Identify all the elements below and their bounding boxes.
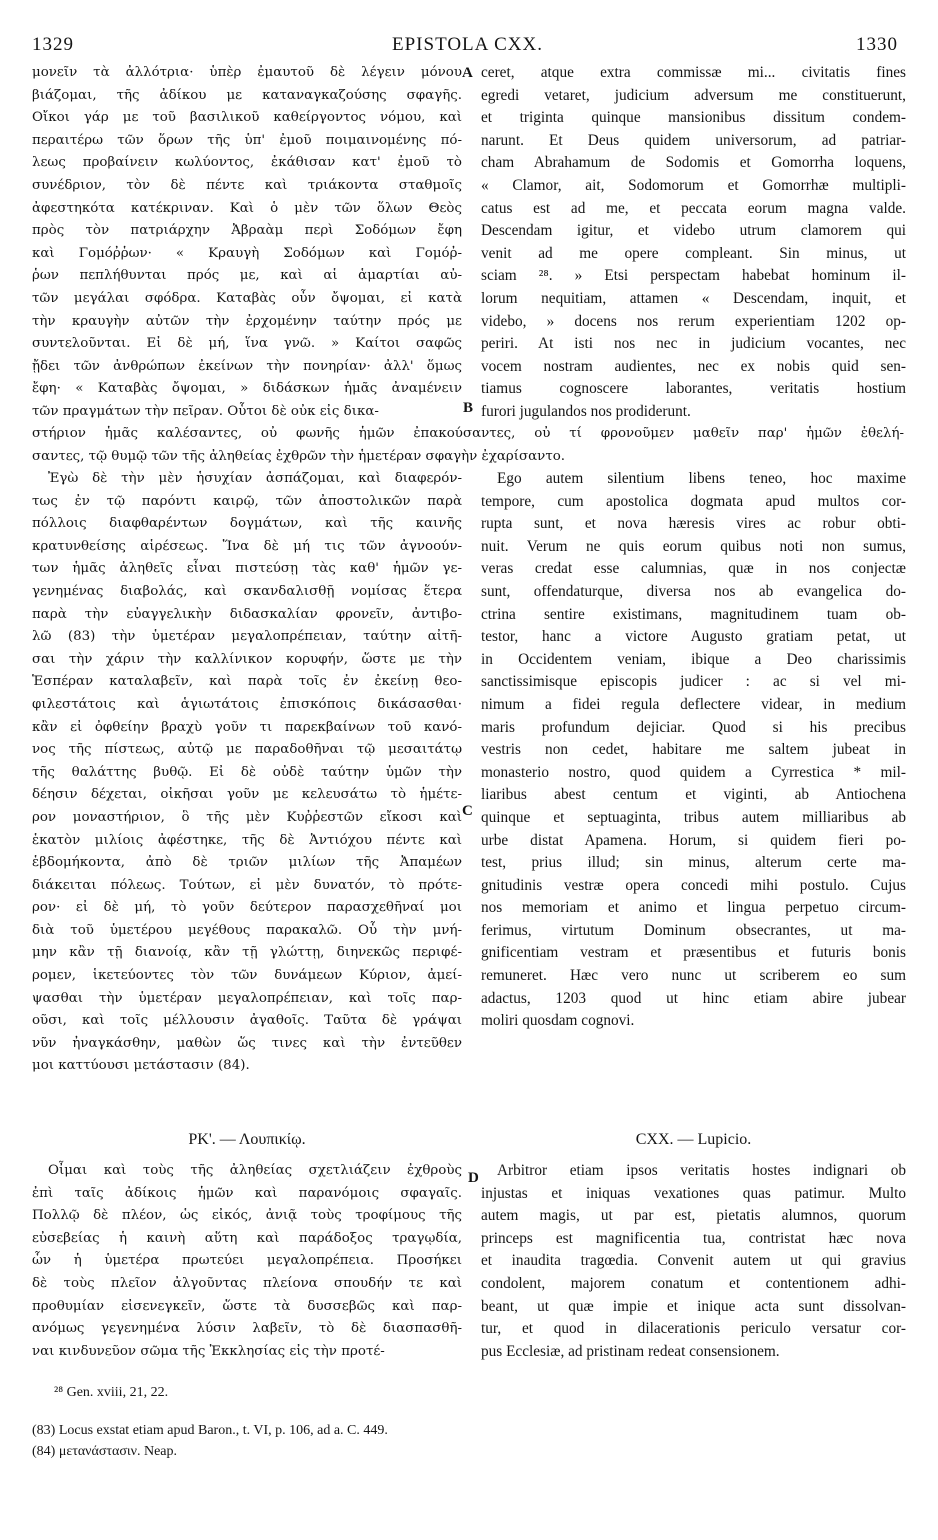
text-line: συνέδριον, τὸν δὲ πέντε καὶ τριάκοντα σταθμοῖς bbox=[32, 177, 462, 193]
text-line: autem magis, ut par est, pietatis alumnos, quorum bbox=[481, 1207, 906, 1225]
text-line: τῶν μεγάλαι σφόδρα. Καταβὰς οὖν ὄψομαι, εἰ κατὰ bbox=[32, 290, 462, 306]
greek-column-middle bbox=[32, 468, 462, 1078]
text-line: « Clamor, ait, Sodomorum et Gomorrhæ multipli- bbox=[481, 176, 906, 194]
text-line: ρομεν, ἱκετεύοντες τὸν τῶν δυνάμεων Κύριον, ἀμεί- bbox=[32, 968, 462, 984]
text-line: moliri quosdam cognovi. bbox=[481, 1012, 635, 1030]
text-line: vestris non cedet, habitare me saltem jubeat in bbox=[481, 741, 906, 759]
text-line: ῥων πεπλήθυνται πρός με, καὶ αἱ ἁμαρτίαι αὐ- bbox=[32, 268, 462, 284]
text-line: nuit. Verum ne quis eorum quibus noti non sumus, bbox=[481, 537, 906, 555]
text-line: remuneret. Hæc vero nunc ut scriberem eo sum bbox=[481, 967, 906, 985]
text-line: κρατυνθείσης αἱρέσεως. Ἵνα δὲ μή τις τῶν ἀγνοούν- bbox=[32, 538, 462, 554]
text-line: periri. At isti nos nec in judicium vocantes, nec bbox=[481, 335, 906, 353]
text-line: σαι τὴν χάριν τὴν καλλίνικον κορυφήν, ὥστε με τὴν bbox=[32, 651, 462, 667]
text-line: νος τῆς πίστεως, αὐτῷ με παραδοθῆναι τῷ μεσαιτάτῳ bbox=[32, 742, 462, 758]
text-line: Descendam igitur, et videbo utrum clamorem qui bbox=[481, 222, 906, 240]
text-line: Πολλῷ δὲ πλέον, ὡς εἰκός, ἀνιᾷ τοὺς τροφίμους τῆς bbox=[32, 1208, 462, 1224]
text-line: ferimus, virtutum Dominum obsecrantes, ut ma- bbox=[481, 921, 906, 939]
text-line: Ἐγὼ δὲ τὴν μὲν ἡσυχίαν ἀσπάζομαι, καὶ διαφερόν- bbox=[48, 471, 462, 486]
text-line: μοι καττύουσι μετάστασιν (84). bbox=[32, 1058, 250, 1074]
text-line: μονεῖν τὰ ἀλλότρια· ὑπὲρ ἐμαυτοῦ δὲ λέγειν μόνου bbox=[32, 65, 462, 80]
text-line: βιάζομαι, τῆς ἀδίκου με καταναγκαζούσης σφαγῆς. bbox=[32, 87, 462, 103]
text-line: testor, hanc a victore Augusto gratiam petat, ut bbox=[481, 628, 906, 646]
footnote-84: (84) μετανάστασιν. Neap. bbox=[32, 1444, 178, 1459]
text-line: pus Ecclesiæ, ad pristinam redeat consensionem. bbox=[481, 1342, 780, 1360]
text-line: γενημένας διαβολάς, καὶ σκανδαλισθῇ νομίσας ἕτερα bbox=[32, 583, 462, 599]
text-line: καὶ Γομόῤῥων· « Κραυγὴ Σοδόμων καὶ Γομόῤ- bbox=[32, 245, 462, 261]
text-line: rupta sunt, et nova hæresis vires ac robur obti- bbox=[481, 515, 906, 533]
greek-column-bottom bbox=[32, 1160, 462, 1363]
latin-column-middle bbox=[481, 468, 906, 1033]
text-line: tur, et quod in dilacerationis periculo versatur cor- bbox=[481, 1320, 906, 1338]
text-line: ναι κινδυνεῦον σῶμα τῆς Ἐκκλησίας εἰς τὴν προτέ- bbox=[32, 1343, 385, 1359]
text-line: sciam ²⁸. » Etsi perspectam habebat hominum il- bbox=[481, 267, 906, 285]
text-line: sanctissimisque episcopis judicer : ac si vel mi- bbox=[481, 673, 906, 691]
text-line: φιλεστάτοις καὶ ἁγιωτάτοις ἐπισκόποις δικάσασθαι· bbox=[32, 696, 462, 712]
text-line: δέησιν δέχεται, οἰκῆσαι γοῦν με κελευσάτω τὸ ἡμέτε- bbox=[32, 787, 462, 803]
text-line: test, prius illud; sin minus, alterum certe ma- bbox=[481, 854, 906, 872]
text-line: περαιτέρω τῶν ὅρων τῆς ὑπ' ἐμοῦ ποιμαινομένης πό- bbox=[32, 132, 462, 148]
text-line: διὰ τοῦ ὑμετέρου μεγέθους παρακαλῶ. Οὗ τὴν μνή- bbox=[32, 922, 462, 938]
text-line: ψασθαι τὴν ὑμετέραν μεγαλοπρέπειαν, καὶ τοῖς παρ- bbox=[32, 990, 462, 1006]
text-line: condolent, majorem conatum et contentionem adhi- bbox=[481, 1274, 906, 1292]
text-line: tempore, cum apostolica dogmata apud multos cor- bbox=[481, 492, 906, 510]
text-line: Οἶμαι καὶ τοὺς τῆς ἀληθείας σχετλιάζειν ἐχθροὺς bbox=[48, 1163, 462, 1178]
text-line: λεως προβαίνειν κωλύοντος, ἐκάθισαν κατ' ἐμοῦ τὸ bbox=[32, 155, 462, 171]
running-title: EPISTOLA CXX. bbox=[392, 34, 543, 55]
text-line: ᾔδει τῶν ἀνθρώπων ἐκείνων τὴν πονηρίαν· ἀλλ' ὅμως bbox=[32, 358, 462, 374]
text-line: οῦσι, καὶ τοῖς μέλλουσιν ἀγαθοῖς. Ταῦτα δὲ γράψαι bbox=[32, 1013, 462, 1029]
text-line: vocem nostram audientes, nec ex nobis quid sen- bbox=[481, 357, 906, 375]
text-line: urbe distat Apamena. Horum, si quidem fieri po- bbox=[481, 831, 906, 849]
margin-marker-c: C bbox=[462, 803, 473, 819]
text-line: et inaudita tragœdia. Convenit autem ut qui gravius bbox=[481, 1252, 906, 1270]
text-line: σαντες, τῷ θυμῷ τῶν τῆς ἀληθείας ἐχθρῶν τὴν ἡμετέραν σφαγὴν ἐχαρίσαντο. bbox=[32, 448, 566, 464]
text-line: catus est ad me, et peccata eorum magna valde. bbox=[481, 199, 906, 217]
text-line: ὧν ἡ ὑμετέρα πρωτεύει μεγαλοπρέπεια. Προσήκει bbox=[32, 1253, 462, 1269]
text-line: εὐσεβείας ἡ καινὴ αὕτη καὶ παράδοξος τραγῳδία, bbox=[32, 1230, 462, 1246]
text-line: παρὰ τὴν εὐαγγελικὴν διδασκαλίαν φρονεῖν, ἀντιβο- bbox=[32, 606, 462, 622]
right-page-number: 1330 bbox=[856, 34, 898, 55]
footnote-83: (83) Locus exstat etiam apud Baron., t. VI, p. 106, ad a. C. 449. bbox=[32, 1423, 388, 1438]
text-line: lorum nequitiam, attamen « Descendam, inquit, et bbox=[481, 289, 906, 307]
text-line: gnificentiam vestram et præsentibus et futuris bonis bbox=[481, 944, 906, 962]
text-line: λῶ (83) τὴν ὑμετέραν μεγαλοπρέπειαν, ταύτην αἰτῆ- bbox=[32, 629, 462, 645]
text-line: προθυμίαν εἰσενεγκεῖν, ὥστε τὰ δυσσεβῶς καὶ παρ- bbox=[32, 1298, 462, 1314]
text-line: Ego autem silentium libens teneo, hoc maxime bbox=[497, 470, 906, 487]
text-line: et triginta quinque mansionibus dissitum condem- bbox=[481, 109, 906, 127]
text-line: narunt. Et Deus quidem universorum, ad patriar- bbox=[481, 131, 906, 149]
text-line: videbo, » docens nos rerum experientiam 1202 op- bbox=[481, 312, 906, 330]
latin-letter-heading: CXX. — Lupicio. bbox=[635, 1131, 752, 1148]
text-line: τῶν πραγμάτων τὴν πεῖραν. Οὗτοι δὲ οὐκ εἰς δικα- bbox=[32, 403, 379, 419]
latin-column-bottom bbox=[481, 1160, 906, 1363]
text-line: ctrina sentire existimans, magnitudinem tuam ob- bbox=[481, 605, 906, 623]
latin-column-top bbox=[481, 62, 906, 424]
text-line: gnitudinis vestræ opera concedi mihi postulo. Cujus bbox=[481, 876, 906, 894]
text-line: ρον μοναστήριον, ὃ τῆς μὲν Κυῤῥεστῶν εἴκοσι καὶ bbox=[32, 809, 462, 825]
text-line: Arbitror etiam ipsos veritatis hostes indignari ob bbox=[497, 1162, 906, 1179]
text-line: ἑβδομήκοντα, ἀπὸ δὲ τριῶν μιλίων τῆς Ἀπαμέων bbox=[32, 855, 462, 871]
text-line: συντελοῦνται. Εἰ δὲ μή, ἵνα γνῶ. » Καίτοι σαφῶς bbox=[32, 336, 462, 352]
text-line: ἐπὶ ταῖς ἀδίκοις ἡμῶν καὶ παρανόμοις σφαγαῖς. bbox=[32, 1185, 462, 1201]
text-line: egredi vetaret, judicium adversum me constituerunt, bbox=[481, 86, 906, 104]
text-line: furori jugulandos nos prodiderunt. bbox=[481, 402, 691, 420]
margin-marker-d: D bbox=[468, 1170, 479, 1186]
greek-letter-heading: ΡΚ'. — Λουπικίῳ. bbox=[188, 1131, 306, 1148]
text-line: τὴν κραυγὴν αὐτῶν τὴν ἐρχομένην ταύτην πρός με bbox=[32, 313, 462, 329]
text-line: τῆς θαλάττης βυθῷ. Εἰ δὲ οὐδὲ ταύτην ὑμῶν τὴν bbox=[32, 764, 462, 780]
text-line: venit ad me opere compleant. Sin minus, ut bbox=[481, 244, 906, 262]
greek-spanning-lines bbox=[32, 423, 904, 468]
margin-marker-a: A bbox=[462, 65, 473, 81]
text-line: in Occidentem veniam, ibique a Deo charissimis bbox=[481, 650, 906, 668]
scripture-footnote: ²⁸ Gen. xviii, 21, 22. bbox=[54, 1385, 169, 1400]
text-line: ἑκατὸν μιλίοις ἀφέστηκε, τῆς δὲ Ἀντιόχου πέντε καὶ bbox=[32, 832, 462, 848]
text-line: δὲ τοὺς πλεῖον ἀλγοῦντας πλείονα σπουδήν τε καὶ bbox=[32, 1275, 462, 1291]
text-line: sunt, offendaturque, diversa nos ab evangelica do- bbox=[481, 582, 906, 600]
text-line: monasterio nostro, quod quidem a Cyrrestica * mil- bbox=[481, 763, 906, 781]
text-line: Ἑσπέραν καταλαβεῖν, καὶ παρὰ τοῖς ἐν ἐκείνῃ θεο- bbox=[32, 674, 462, 690]
text-line: nos memoriam et animo et lingua perpetuo circum- bbox=[481, 899, 906, 917]
text-line: beant, ut quæ impie et inique acta sunt dissolvan- bbox=[481, 1297, 906, 1315]
text-line: nimum a fidei regula deflectere videar, in medium bbox=[481, 695, 906, 713]
text-line: ἔφη· « Καταβὰς ὄψομαι, » διδάσκων ἡμᾶς ἀναμένειν bbox=[32, 381, 462, 397]
text-line: ρον· εἰ δὲ μή, τὸ γοῦν δεύτερον παρασχεθῆναί μοι bbox=[32, 900, 462, 916]
text-line: tiamus cognoscere laborantes, veritatis hostium bbox=[481, 380, 906, 398]
text-line: ἀφεστηκότα κατέκριναν. Καὶ ὁ μὲν τῶν ὅλων Θεὸς bbox=[32, 200, 462, 216]
text-line: διάκειται πόλεως. Τούτων, εἰ μὲν δυνατόν, τὸ πρότε- bbox=[32, 877, 462, 893]
text-line: κἂν εἰ ὀφθείην βραχὺ γοῦν τι παρεκβαίνων τοῦ κανό- bbox=[32, 719, 462, 735]
text-line: cham Abrahamum de Sodomis et Gomorrha loquens, bbox=[481, 154, 906, 172]
text-line: injustas et iniquas vexationes quas patimur. Multo bbox=[481, 1184, 906, 1202]
text-line: quinque et septuaginta, tribus autem milliaribus ab bbox=[481, 808, 906, 826]
text-line: ceret, atque extra commissæ mi... civitatis fines bbox=[481, 64, 906, 81]
text-line: ανόμως γεγενημένα λύσιν λαβεῖν, τὸ δὲ διασπασθῆ- bbox=[32, 1321, 462, 1337]
text-line: maris profundum dejiciar. Quod si his precibus bbox=[481, 718, 906, 736]
text-line: στήριον ἡμᾶς καλέσαντες, οὐ φωνῆς ἡμῶν ἐπακούσαντες, οὐ τί φρονοῦμεν μαθεῖν παρ' ἡμῶν ἐθελή- bbox=[32, 426, 904, 441]
margin-marker-b: B bbox=[463, 400, 474, 416]
left-page-number: 1329 bbox=[32, 34, 74, 55]
text-line: μην κἂν τῇ διανοίᾳ, κἂν τῇ γλώττῃ, διηνεκῶς περιφέ- bbox=[32, 945, 462, 961]
text-line: πρὸς τὸν πατριάρχην Ἀβραὰμ περὶ Σοδόμων ἔφη bbox=[32, 223, 462, 239]
greek-column-top bbox=[32, 62, 462, 424]
text-line: princeps est magnificentia tua, contristat hæc nova bbox=[481, 1229, 906, 1247]
text-line: πόλλοις διαφθαρέντων δογμάτων, καὶ τῆς καινῆς bbox=[32, 516, 462, 532]
text-line: Οἴκοι γάρ με τοῦ βασιλικοῦ καθείργοντος νόμου, καὶ bbox=[32, 110, 462, 126]
text-line: adactus, 1203 quod ut hinc etiam abire jubear bbox=[481, 989, 906, 1007]
text-line: τως ἐν τῷ παρόντι καιρῷ, τῶν ἀποστολικῶν παρὰ bbox=[32, 493, 462, 509]
text-line: liaribus abest centum et viginti, ab Antiochena bbox=[481, 786, 906, 804]
text-line: των ἡμᾶς ἀληθεῖς εἶναι πιστεύσῃ τὰς καθ' ἡμῶν γε- bbox=[32, 561, 462, 577]
text-line: νῦν ἠναγκάσθην, μαθὼν ὥς τινες καὶ τὴν ἐντεῦθεν bbox=[32, 1035, 462, 1051]
text-line: veras credat esse calumnias, quæ in nos conjectæ bbox=[481, 560, 906, 578]
